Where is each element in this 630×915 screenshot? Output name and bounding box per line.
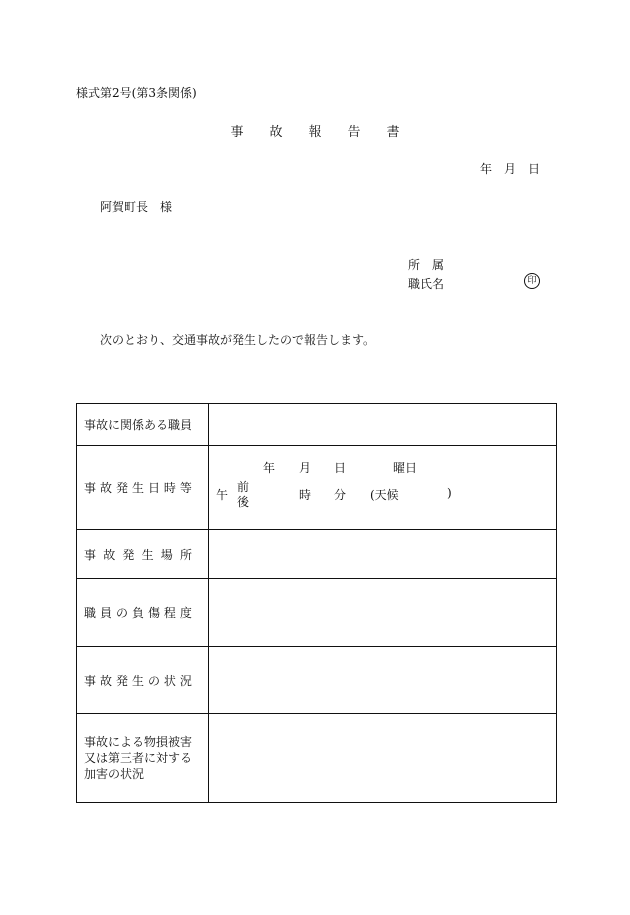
row-involved-staff (77, 404, 557, 446)
dt-pm: 後 (237, 495, 250, 509)
submission-date (480, 160, 540, 177)
dt-year: 年 (263, 461, 276, 475)
dt-day: 日 (334, 461, 347, 475)
dt-weather-label: (天候 (370, 488, 399, 502)
title-char: 故 (269, 125, 283, 140)
label-involved-staff: 事故に関係ある職員 (77, 404, 209, 446)
row-property-damage (77, 714, 557, 803)
field-injury-degree[interactable] (209, 579, 557, 647)
dt-weekday: 曜日 (393, 461, 418, 475)
date-day: 日 (528, 162, 541, 176)
form-number: 様式第2号(第3条関係) (76, 86, 197, 100)
field-property-damage[interactable] (209, 714, 557, 803)
dt-month: 月 (299, 461, 312, 475)
field-incident-datetime[interactable] (209, 446, 557, 530)
dt-ampm-suffix: 午 (216, 488, 229, 502)
label-incident-location: 事 故 発 生 場 所 (77, 530, 209, 579)
addressee: 阿賀町長 様 (100, 200, 173, 214)
field-incident-situation[interactable] (209, 647, 557, 714)
label-property-damage: 事故による物損被害 又は第三者に対する 加害の状況 (77, 714, 209, 803)
field-incident-location[interactable] (209, 530, 557, 579)
row-injury-degree (77, 579, 557, 647)
dt-am: 前 (237, 480, 250, 494)
row-incident-situation (77, 647, 557, 714)
label-injury-degree: 職 員 の 負 傷 程 度 (77, 579, 209, 647)
dt-weather-close: ) (447, 486, 452, 500)
affiliation-label: 所 属 (408, 258, 445, 272)
row-incident-location (77, 530, 557, 579)
title-char: 事 (230, 125, 244, 140)
seal-mark: 印 (524, 273, 540, 289)
report-table (76, 403, 557, 803)
dt-minute: 分 (334, 488, 347, 502)
dt-hour: 時 (299, 488, 312, 502)
title-char: 書 (386, 125, 400, 140)
title-char: 報 (308, 125, 322, 140)
date-year: 年 (480, 162, 493, 176)
intro-text: 次のとおり、交通事故が発生したので報告します。 (100, 333, 376, 347)
label-incident-datetime: 事 故 発 生 日 時 等 (77, 446, 209, 530)
name-label: 職氏名 (408, 277, 445, 291)
date-month: 月 (504, 162, 517, 176)
row-incident-datetime (77, 446, 557, 530)
label-incident-situation: 事 故 発 生 の 状 況 (77, 647, 209, 714)
document-title (0, 121, 630, 140)
title-char: 告 (347, 125, 361, 140)
field-involved-staff[interactable] (209, 404, 557, 446)
